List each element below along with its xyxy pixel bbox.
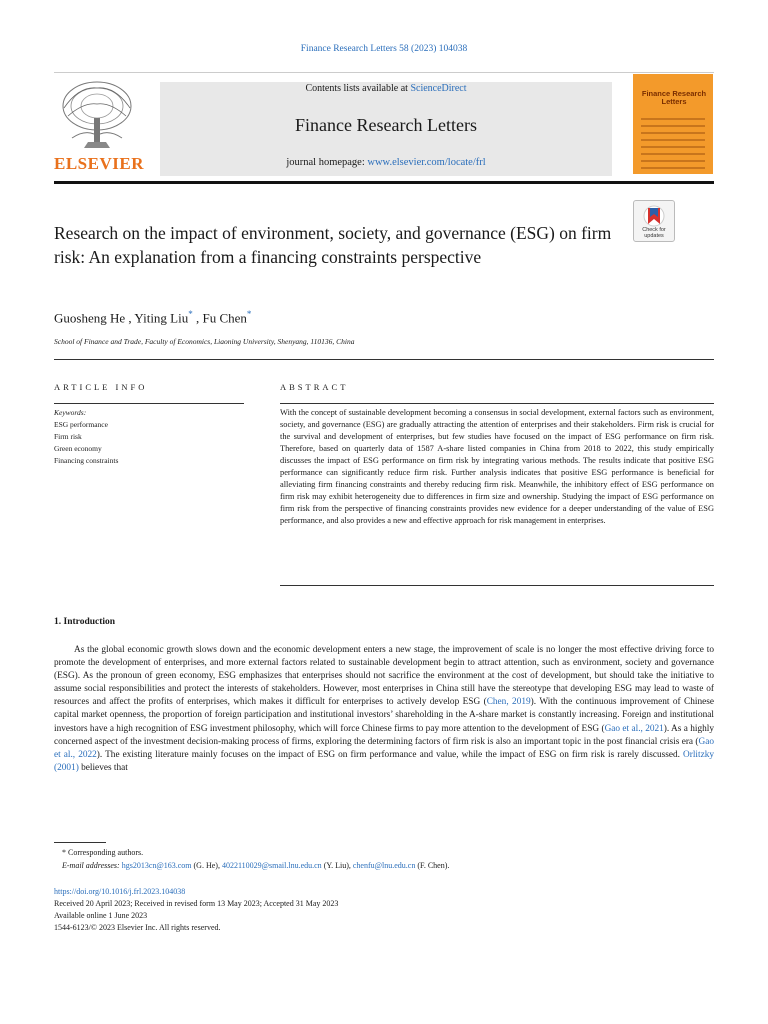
corresponding-author-mark[interactable]: * xyxy=(188,309,193,319)
article-title: Research on the impact of environment, society, and governance (ESG) on firm risk: An explanation from a financing constraints perspective xyxy=(54,223,612,267)
divider xyxy=(54,403,244,404)
citation-link[interactable]: Gao et al., 2022 xyxy=(54,736,714,760)
author-separator: , xyxy=(125,310,135,326)
article-info-label: ARTICLE INFO xyxy=(54,382,148,392)
citation-link[interactable]: Gao et al., 2021 xyxy=(604,723,664,734)
divider xyxy=(280,585,714,586)
author-separator: , xyxy=(192,310,203,326)
masthead-bottom-rule xyxy=(54,181,714,184)
journal-title: Finance Research Letters xyxy=(295,115,477,135)
cover-title: Finance Research Letters xyxy=(641,89,707,106)
tree-logo-icon xyxy=(54,78,140,154)
check-updates-label: Check for updates xyxy=(642,227,666,239)
contents-line xyxy=(160,82,612,96)
email-owner: (F. Chen). xyxy=(415,861,450,870)
corresponding-author-mark[interactable]: * xyxy=(246,309,252,319)
email-link[interactable]: hgs2013cn@163.com xyxy=(121,861,192,870)
journal-cover[interactable] xyxy=(633,74,713,174)
paragraph-text: ). With the continuous improvement of Chinese capital market openness, the proportion of foreign participation and institutional investors’ shareholding in the A-share market is constantly increasing. Foreign and institutional investors have a high recognition of ESG investment philosophy, which will force Chinese firms to pay more attention to the development of ESG ( xyxy=(54,697,715,734)
paragraph-text: believes that xyxy=(78,762,128,773)
email-link[interactable]: 4022110029@smail.lnu.edu.cn xyxy=(221,861,322,870)
journal-masthead xyxy=(160,82,612,176)
email-addresses xyxy=(54,859,714,872)
keyword-item: Green economy xyxy=(54,444,102,453)
footnotes xyxy=(54,846,714,872)
journal-homepage-link[interactable]: www.elsevier.com/locate/frl xyxy=(367,157,486,168)
paragraph-text: ). The existing literature mainly focuses on the impact of ESG on firm performance and value, while the impact of ESG on firm risk is rarely discussed. xyxy=(96,749,684,760)
email-owner: (Y. Liu), xyxy=(321,861,353,870)
abstract-text: With the concept of sustainable development becoming a consensus in social development, external factors such as environment, society, and governance (ESG) are gradually attracting the attention of enterprises and their stakeholders. Firm risk is crucial for the survival and development of enterprises, but few studies have focused on the impact of ESG performance on firm risk. Therefore, based on quarterly data of 1587 A-share listed companies in China from 2018 to 2022, this study empirically discusses the impact of ESG performance on firm risk by integrating various methods. The results indicate that positive ESG performance can significantly reduce firm risk. Further analysis indicates that positive ESG performance is beneficial for alleviating firm financing constraints and thereby reducing firm risk. Meanwhile, the inhibitory effect of ESG performance on firm risk may exhibit heterogeneity due to differences in firm size and ownership. Studying the impact of ESG performance on firm risk from the perspective of financing constraints provides new evidence for a deeper understanding of the value of ESG performance, and also provides a new and effective approach for risk management in enterprises. xyxy=(280,408,714,525)
author-name[interactable]: Fu Chen xyxy=(202,310,247,326)
introduction-paragraph xyxy=(54,644,714,775)
keywords-block xyxy=(54,407,244,467)
author-name[interactable]: Guosheng He xyxy=(54,310,126,326)
journal-citation[interactable]: Finance Research Letters 58 (2023) 104038 xyxy=(300,44,468,54)
corresponding-author-note: * Corresponding authors. xyxy=(62,848,144,857)
email-label: E-mail addresses: xyxy=(62,861,122,870)
author-name[interactable]: Yiting Liu xyxy=(134,310,189,326)
citation-link[interactable]: Chen, 2019 xyxy=(486,697,531,708)
homepage-line xyxy=(160,157,612,168)
paragraph-text: ). As a highly concerned aspect of the investment decision-making process of firms, exploring the determining factors of firm risk is also an important topic in the post financial crisis era ( xyxy=(54,723,714,747)
email-owner: (G. He), xyxy=(191,861,222,870)
cover-text-lines xyxy=(641,118,705,174)
author-list xyxy=(54,309,674,326)
author-affiliation: School of Finance and Trade, Faculty of Economics, Liaoning University, Shenyang, 110136, China xyxy=(54,337,355,346)
publisher-name: ELSEVIER xyxy=(54,154,144,173)
abstract-label: ABSTRACT xyxy=(280,382,349,392)
contents-prefix: Contents lists available at xyxy=(305,83,411,94)
citation-link[interactable]: Orlitzky (2001) xyxy=(54,749,714,773)
check-updates-button[interactable] xyxy=(633,200,675,242)
divider xyxy=(54,359,714,360)
copyright: 1544-6123/© 2023 Elsevier Inc. All rights reserved. xyxy=(54,923,221,932)
keyword-item: Financing constraints xyxy=(54,456,119,465)
section-heading-introduction: 1. Introduction xyxy=(54,617,116,627)
paragraph-text: As the global economic growth slows down and the economic development enters a new stage, the improvement of scale is no longer the most effective driving force to promote the development of enterprises, and more external factors related to sustainable development begin to attract attention, such as environment, society and governance (ESG). As the pronoun of green economy, ESG emphasizes that enterprises should not sacrifice the environment at the cost of development, but should take the initiative to assume social responsibilities and protect the interests of stakeholders. However, most enterprises in China still have the stereotype that developing ESG may lead to waste of resources and affect the profits of enterprises, which makes it difficult for enterprises to actively develop ESG ( xyxy=(54,645,714,708)
homepage-prefix: journal homepage: xyxy=(286,157,368,168)
front-matter xyxy=(54,886,714,934)
available-online: Available online 1 June 2023 xyxy=(54,911,148,920)
keywords-heading: Keywords: xyxy=(54,408,87,417)
email-link[interactable]: chenfu@lnu.edu.cn xyxy=(352,861,416,870)
publisher-logo xyxy=(54,78,144,174)
doi-link[interactable]: https://doi.org/10.1016/j.frl.2023.104038 xyxy=(54,887,186,896)
sciencedirect-link[interactable]: ScienceDirect xyxy=(410,83,467,94)
keyword-item: Firm risk xyxy=(54,432,82,441)
keyword-item: ESG performance xyxy=(54,420,108,429)
masthead-top-rule xyxy=(54,72,714,73)
article-history: Received 20 April 2023; Received in revised form 13 May 2023; Accepted 31 May 2023 xyxy=(54,899,339,908)
divider xyxy=(280,403,714,404)
footnote-rule xyxy=(54,842,106,843)
